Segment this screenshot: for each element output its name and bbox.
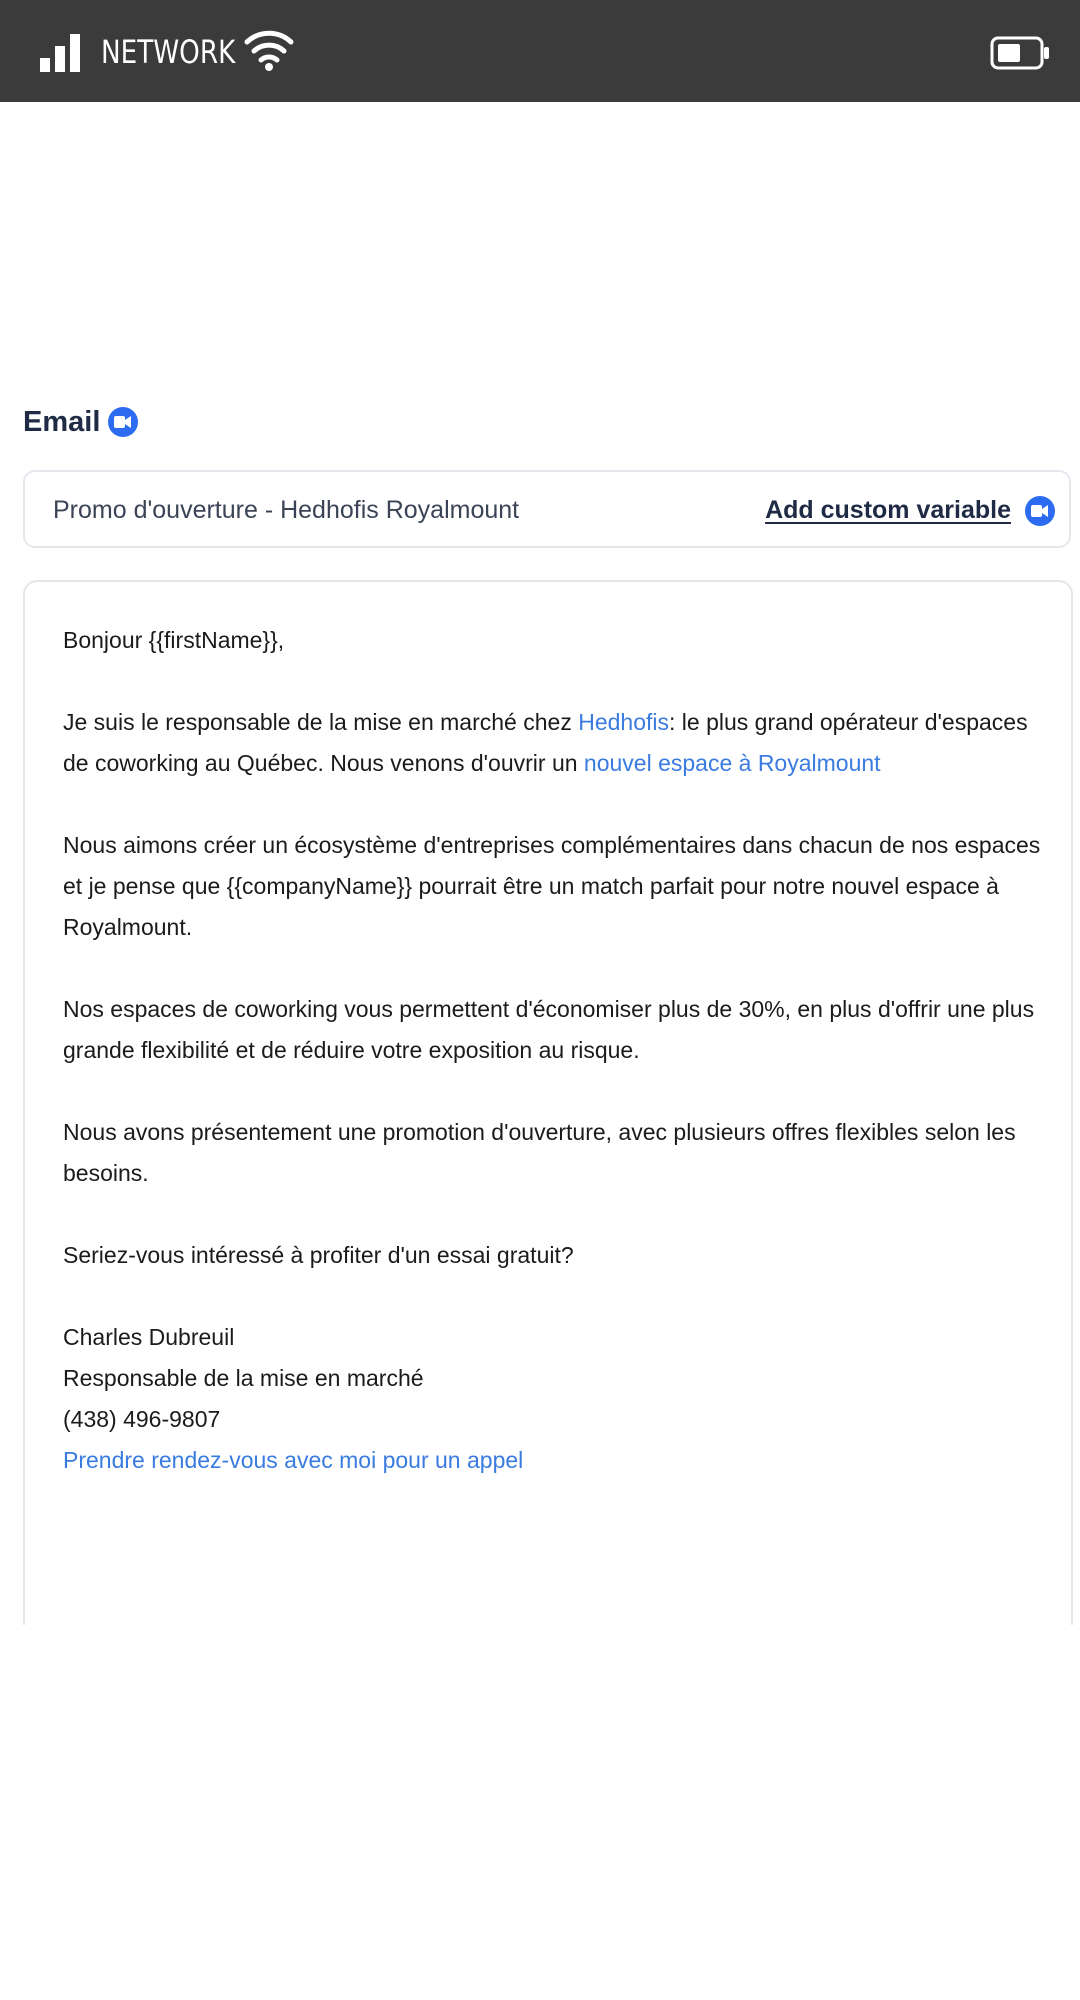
intro-text-2: : le plus grand opérateur d'espaces de coworking au Québec. Nous venons d'ouvrir un: [63, 709, 1028, 776]
email-body-editor[interactable]: [23, 580, 1073, 1625]
status-bar: [0, 0, 1080, 102]
subject-text[interactable]: Promo d'ouverture - Hedhofis Royalmount: [53, 496, 520, 524]
intro-text-1: Je suis le responsable de la mise en marché chez: [63, 709, 579, 735]
wifi-icon: [244, 28, 294, 72]
custom-variable-info-icon[interactable]: [1025, 496, 1055, 526]
subject-field[interactable]: [23, 470, 1071, 548]
signature-name: Charles Dubreuil: [63, 1324, 235, 1350]
signature-title: Responsable de la mise en marché: [63, 1365, 424, 1391]
paragraph-promotion: Nous avons présentement une promotion d'ouverture, avec plusieurs offres flexibles selon les besoins.: [63, 1119, 1016, 1186]
signal-bars-icon: [40, 34, 80, 72]
email-body-content[interactable]: [63, 620, 1043, 1481]
email-heading-label: Email: [23, 406, 101, 438]
signature-phone: (438) 496-9807: [63, 1406, 221, 1432]
email-section-heading: [23, 404, 138, 440]
greeting-line: Bonjour {{firstName}},: [63, 627, 285, 653]
paragraph-ecosystem: Nous aimons créer un écosystème d'entreprises complémentaires dans chacun de nos espaces et je pense que {{companyName}} pourrait être un match parfait pour notre nouvel espace à Royalmount.: [63, 832, 1041, 940]
network-label: NETWORK: [101, 33, 236, 71]
paragraph-question: Seriez-vous intéressé à profiter d'un essai gratuit?: [63, 1242, 574, 1268]
book-call-link[interactable]: Prendre rendez-vous avec moi pour un appel: [63, 1447, 524, 1473]
info-icon[interactable]: [108, 407, 138, 437]
add-custom-variable-link[interactable]: Add custom variable: [765, 496, 1011, 524]
paragraph-intro: [63, 702, 1043, 784]
hedhofis-link[interactable]: Hedhofis: [578, 709, 669, 735]
paragraph-savings: Nos espaces de coworking vous permettent d'économiser plus de 30%, en plus d'offrir une plus grande flexibilité et de réduire votre exposition au risque.: [63, 996, 1035, 1063]
new-space-link[interactable]: nouvel espace à Royalmount: [583, 750, 881, 776]
battery-icon: [990, 36, 1050, 70]
